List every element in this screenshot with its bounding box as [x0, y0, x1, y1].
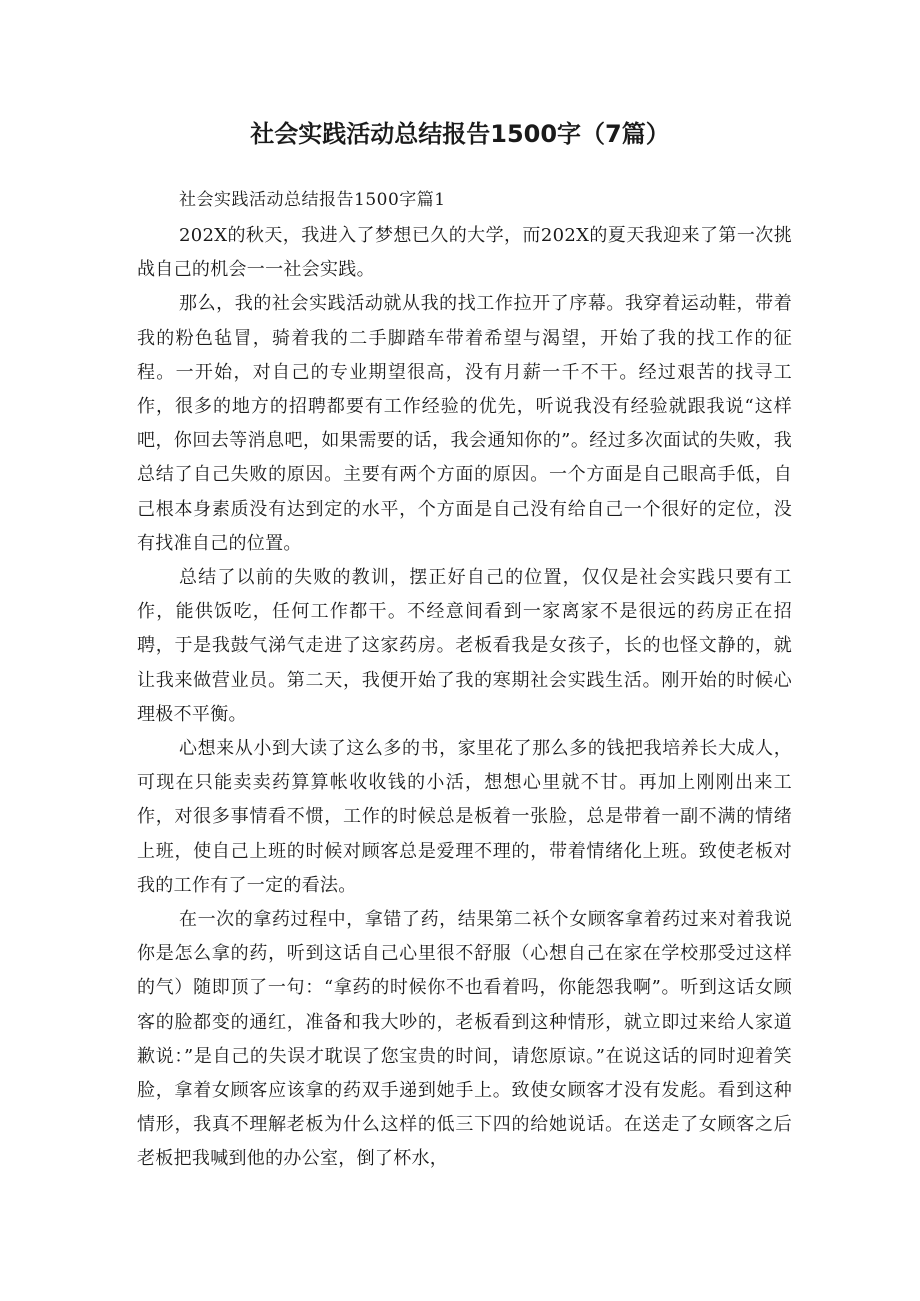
document-title: 社会实践活动总结报告1500字（7篇）	[250, 120, 670, 148]
paragraph-5: 在一次的拿药过程中，拿错了药，结果第二袄个女顾客拿着药过来对着我说你是怎么拿的药，听到这话自己心里很不舒服（心想自己在家在学校那受过这样的气）随即顶了一句：“拿药的时候你不也看着吗，你能怨我啊”。听到这话女顾客的脸都变的通红，准备和我大吵的，老板看到这种情形，就立即过来给人家道歉说：”是自己的失误才耽误了您宝贵的时间，请您原谅。”在说这话的同时迎着笑脸，拿着女顾客应该拿的药双手递到她手上。致使女顾客才没有发彪。看到这种情形，我真不理解老板为什么这样的低三下四的给她说话。在送走了女顾客之后老板把我喊到他的办公室，倒了杯水，	[137, 909, 792, 1170]
paragraph-3: 总结了以前的失败的教训，摆正好自己的位置，仅仅是社会实践只要有工作，能供饭吃，任何工作都干。不经意间看到一家离家不是很远的药房正在招聘，于是我鼓气涕气走进了这家药房。老板看我是女孩子，长的也怪文静的，就让我来做营业员。第二天，我便开始了我的寒期社会实践生活。刚开始的时候心理极不平衡。	[137, 567, 792, 725]
paragraph-1: 202X的秋天，我进入了梦想已久的大学，而202X的夏天我迎来了第一次挑战自己的机会一一社会实践。	[137, 225, 792, 281]
document-body	[137, 184, 792, 1177]
paragraph-4: 心想来从小到大读了这么多的书，家里花了那么多的钱把我培养长大成人，可现在只能卖卖药算算帐收收钱的小活，想想心里就不甘。再加上刚刚出来工作，对很多事情看不惯，工作的时候总是板着一张脸，总是带着一副不满的情绪上班，使自己上班的时候对顾客总是爱理不理的，带着情绪化上班。致使老板对我的工作有了一定的看法。	[137, 738, 792, 896]
section-title: 社会实践活动总结报告1500字篇1	[179, 190, 446, 210]
paragraph-2: 那么，我的社会实践活动就从我的找工作拉开了序幕。我穿着运动鞋，带着我的粉色毡冒，骑着我的二手脚踏车带着希望与渴望，开始了我的找工作的征程。一开始，对自己的专业期望很高，没有月薪一千不干。经过艰苦的找寻工作，很多的地方的招聘都要有工作经验的优先，听说我没有经验就跟我说“这样吧，你回去等消息吧，如果需要的话，我会通知你的”。经过多次面试的失败，我总结了自己失败的原因。主要有两个方面的原因。一个方面是自己眼高手低，自己根本身素质没有达到定的水平，个方面是自己没有给自己一个很好的定位，没有找准自己的位置。	[137, 293, 792, 554]
